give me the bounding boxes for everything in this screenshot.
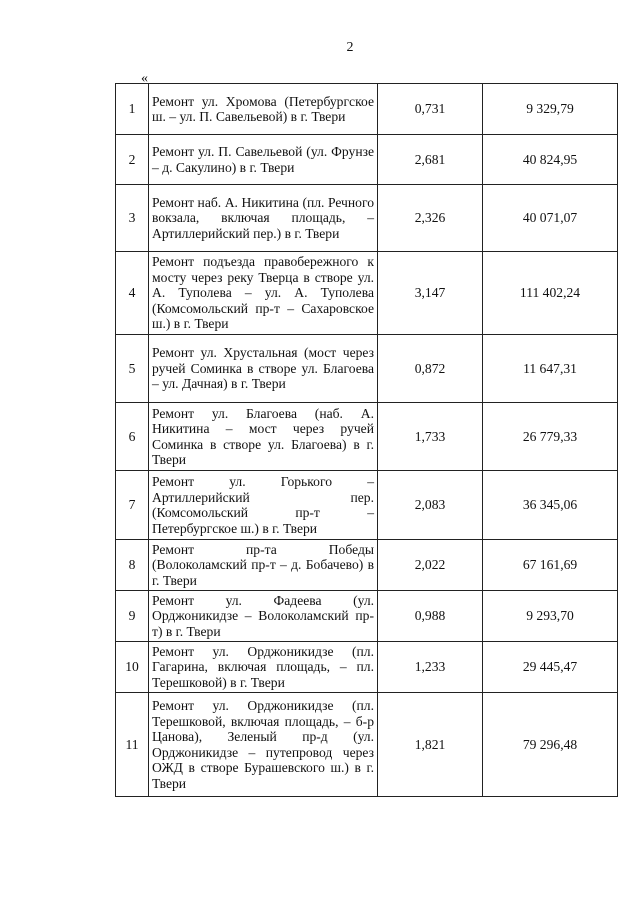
section-length: 3,147 [378, 252, 483, 335]
section-length: 1,733 [378, 403, 483, 471]
row-number: 7 [116, 471, 149, 540]
table-row [116, 642, 618, 693]
row-number: 10 [116, 642, 149, 693]
road-section-name: Ремонт наб. А. Никитина (пл. Речного вокзала, включая площадь, – Артиллерийский пер.) в г. Твери [149, 185, 378, 252]
table-row [116, 252, 618, 335]
section-length: 0,731 [378, 84, 483, 135]
section-length: 2,326 [378, 185, 483, 252]
row-number: 3 [116, 185, 149, 252]
road-section-name: Ремонт подъезда правобережного к мосту через реку Тверца в створе ул. А. Туполева – ул. А. Туполева (Комсомольский пр-т – Сахаровское ш.) в г. Твери [149, 252, 378, 335]
table-row [116, 591, 618, 642]
table-row [116, 335, 618, 403]
repair-cost: 9 293,70 [483, 591, 618, 642]
road-section-name: Ремонт ул. Горького – Артиллерийский пер. (Комсомольский пр-т – Петербургское ш.) в г. Твери [149, 471, 378, 540]
road-section-name: Ремонт ул. Орджоникидзе (пл. Терешковой, включая площадь, – б-р Цанова), Зеленый пр-д (ул. Орджоникидзе – путепровод через ОЖД в створе Бурашевского ш.) в г. Твери [149, 693, 378, 797]
opening-quote-mark: « [141, 71, 148, 86]
repair-cost: 67 161,69 [483, 540, 618, 591]
row-number: 9 [116, 591, 149, 642]
repair-cost: 29 445,47 [483, 642, 618, 693]
table-row [116, 403, 618, 471]
road-repair-table [115, 83, 618, 797]
table-row [116, 471, 618, 540]
section-length: 2,681 [378, 135, 483, 185]
road-section-name: Ремонт пр-та Победы (Волоколамский пр-т – д. Бобачево) в г. Твери [149, 540, 378, 591]
row-number: 1 [116, 84, 149, 135]
section-length: 0,988 [378, 591, 483, 642]
page-number: 2 [346, 40, 354, 55]
road-section-name: Ремонт ул. Хрустальная (мост через ручей Соминка в створе ул. Благоева – ул. Дачная) в г. Твери [149, 335, 378, 403]
table-row [116, 693, 618, 797]
road-section-name: Ремонт ул. Орджоникидзе (пл. Гагарина, включая площадь, – пл. Терешковой) в г. Твери [149, 642, 378, 693]
row-number: 5 [116, 335, 149, 403]
repair-cost: 26 779,33 [483, 403, 618, 471]
repair-cost: 9 329,79 [483, 84, 618, 135]
repair-cost: 40 071,07 [483, 185, 618, 252]
road-section-name: Ремонт ул. Хромова (Петербургское ш. – ул. П. Савельевой) в г. Твери [149, 84, 378, 135]
repair-cost: 111 402,24 [483, 252, 618, 335]
repair-cost: 40 824,95 [483, 135, 618, 185]
repair-cost: 11 647,31 [483, 335, 618, 403]
row-number: 2 [116, 135, 149, 185]
table-row [116, 135, 618, 185]
table-row [116, 84, 618, 135]
table-row [116, 540, 618, 591]
road-section-name: Ремонт ул. П. Савельевой (ул. Фрунзе – д. Сакулино) в г. Твери [149, 135, 378, 185]
section-length: 1,233 [378, 642, 483, 693]
road-section-name: Ремонт ул. Благоева (наб. А. Никитина – мост через ручей Соминка в створе ул. Благоева) в г. Твери [149, 403, 378, 471]
road-section-name: Ремонт ул. Фадеева (ул. Орджоникидзе – Волоколамский пр-т) в г. Твери [149, 591, 378, 642]
row-number: 4 [116, 252, 149, 335]
repair-cost: 36 345,06 [483, 471, 618, 540]
row-number: 11 [116, 693, 149, 797]
section-length: 0,872 [378, 335, 483, 403]
table-body [116, 84, 618, 797]
repair-cost: 79 296,48 [483, 693, 618, 797]
section-length: 2,083 [378, 471, 483, 540]
table-row [116, 185, 618, 252]
row-number: 8 [116, 540, 149, 591]
row-number: 6 [116, 403, 149, 471]
section-length: 1,821 [378, 693, 483, 797]
section-length: 2,022 [378, 540, 483, 591]
